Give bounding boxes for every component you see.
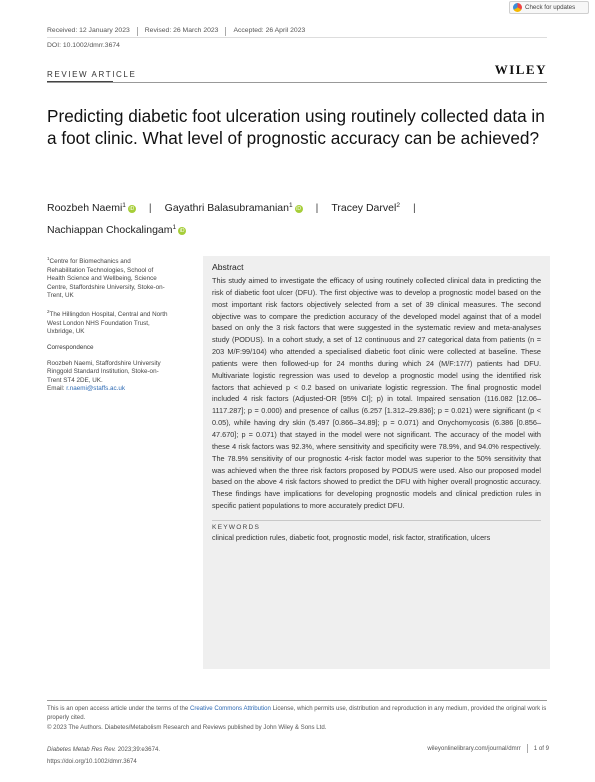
abstract-heading: Abstract <box>212 262 244 272</box>
author[interactable]: Tracey Darvel$^2$ <box>331 202 400 214</box>
divider <box>47 37 547 38</box>
author[interactable]: Roozbeh Naemi$^1$ iD <box>47 202 135 214</box>
journal-site-link[interactable]: wileyonlinelibrary.com/journal/dmrr <box>427 745 521 752</box>
doi[interactable]: DOI: 10.1002/dmrr.3674 <box>47 42 120 49</box>
orcid-icon[interactable]: iD <box>179 228 185 234</box>
affiliations-column <box>47 255 169 394</box>
orcid-icon[interactable]: iD <box>296 206 301 212</box>
copyright: © 2023 The Authors. Diabetes/Metabolism Research and Reviews published by John Wiley & Sons Ltd. <box>47 724 327 731</box>
publisher-logo: WILEY <box>494 62 547 77</box>
page-footer <box>427 744 549 753</box>
separator <box>137 27 138 36</box>
affiliation: $^1$Centre for Biomechanics and Rehabilitation Technologies, School of Health Science and Wellbeing, Science Centre, Staffordshire University, Stoke-on-Trent, UK <box>47 256 165 300</box>
keywords-heading: KEYWORDS <box>212 523 261 531</box>
divider <box>47 700 547 701</box>
separator <box>225 27 226 36</box>
citation: 2023;39:e3674. <box>117 746 161 753</box>
divider <box>47 82 547 83</box>
author[interactable]: Gayathri Balasubramanian$^1$ iD <box>164 202 301 214</box>
received-date: Received: 12 January 2023 <box>47 27 130 34</box>
abstract-panel <box>203 256 550 669</box>
check-updates-label: Check for updates <box>525 4 576 11</box>
article-dates <box>47 27 305 36</box>
journal-name: Diabetes Metab Res Rev. <box>47 746 116 753</box>
divider <box>212 520 541 521</box>
article-type: REVIEW ARTICLE <box>47 70 137 79</box>
license-notice: This is an open access article under the terms of the Creative Commons Attribution License, which permits use, distribution and reproduction in any medium, provided the original work is properly cited. <box>47 705 547 722</box>
correspondence-heading: Correspondence <box>47 343 94 351</box>
separator: | <box>315 202 319 214</box>
license-link[interactable]: Creative Commons Attribution <box>189 705 271 712</box>
separator <box>527 744 528 753</box>
doi-link[interactable]: https://doi.org/10.1002/dmrr.3674 <box>47 758 137 765</box>
page-number: 1 of 9 <box>533 745 549 752</box>
author-list <box>47 196 552 240</box>
revised-date: Revised: 26 March 2023 <box>144 27 219 34</box>
author[interactable]: Nachiappan Chockalingam$^1$ iD <box>47 224 185 236</box>
email-link[interactable]: r.naemi@staffs.ac.uk <box>66 385 126 393</box>
separator: | <box>412 202 416 214</box>
check-for-updates-badge[interactable] <box>509 1 589 14</box>
keywords-list: clinical prediction rules, diabetic foot, prognostic model, risk factor, stratification, ulcers <box>212 532 491 542</box>
check-updates-icon <box>513 3 522 12</box>
separator: | <box>148 202 152 214</box>
citation-footer <box>47 744 160 768</box>
article-title: Predicting diabetic foot ulceration using routinely collected data in a foot clinic. What level of prognostic accuracy can be achieved? <box>47 106 545 148</box>
abstract-text: This study aimed to investigate the efficacy of using routinely collected clinical data in predicting the risk of diabetic foot ulcer (DFU). The first objective was to develop a prognostic model based on the most important risk factors objectively selected from a set of 39 clinical measures. The second objective was to compare the prediction accuracy of the developed model against that of a model based on only the 3 risk factors that were suggested in the systematic review and meta-analyses study (PODUS). In a cohort study, a set of 12 continuous and 27 categorical data from patients (n = 203 M/F:99/104) who attended a specialised diabetic foot clinic were collected at baseline. These patients were then followed-up for 24 months during which 24 (M/F:17/7) patients had DFU. Multivariate logistic regression was used to develop a prognostic model using the identified risk factors that achieved p < 0.2 based on univariate logistic regression. The final prognostic model included 4 risk factors (Adjusted-OR [95% CI]; p) in total. Impaired sensation (116.082 [12.06–1117.287]; p = 0.000) and presence of callus (6.257 [1.312–29.836]; p = 0.021) were significant (p < 0.05), while having dry skin (5.497 [0.866–34.89]; p = 0.071) and Onychomycosis (6.386 [0.856–47.670]; p = 0.071) that stayed in the model were not significant. The accuracy of the model with these 4 risk factors was 92.3%, where sensitivity and specificity were 78.9%, and 94.0% respectively. The 78.9% sensitivity of our prognostic 4-risk factor model was superior to the 50% sensitivity that was achieved when the three risk factors proposed by PODUS were used. Also our proposed model based on the above 4 risk factors showed to predict the DFU with higher overall prognostic accuracy. These findings have implications for developing prognostic models and clinical prediction rules in specific patient populations to more accurately predict DFU. <box>212 276 541 511</box>
affiliation: $^2$The Hillingdon Hospital, Central and North West London NHS Foundation Trust, Uxbridge, UK <box>47 309 168 336</box>
accepted-date: Accepted: 26 April 2023 <box>233 27 306 34</box>
correspondence-address: Roozbeh Naemi, Staffordshire University Ringgold Standard Institution, Stoke-on-Trent ST4 2DE, UK. Email: r.naemi@staffs.ac.uk <box>47 359 161 393</box>
orcid-icon[interactable]: iD <box>129 206 135 212</box>
